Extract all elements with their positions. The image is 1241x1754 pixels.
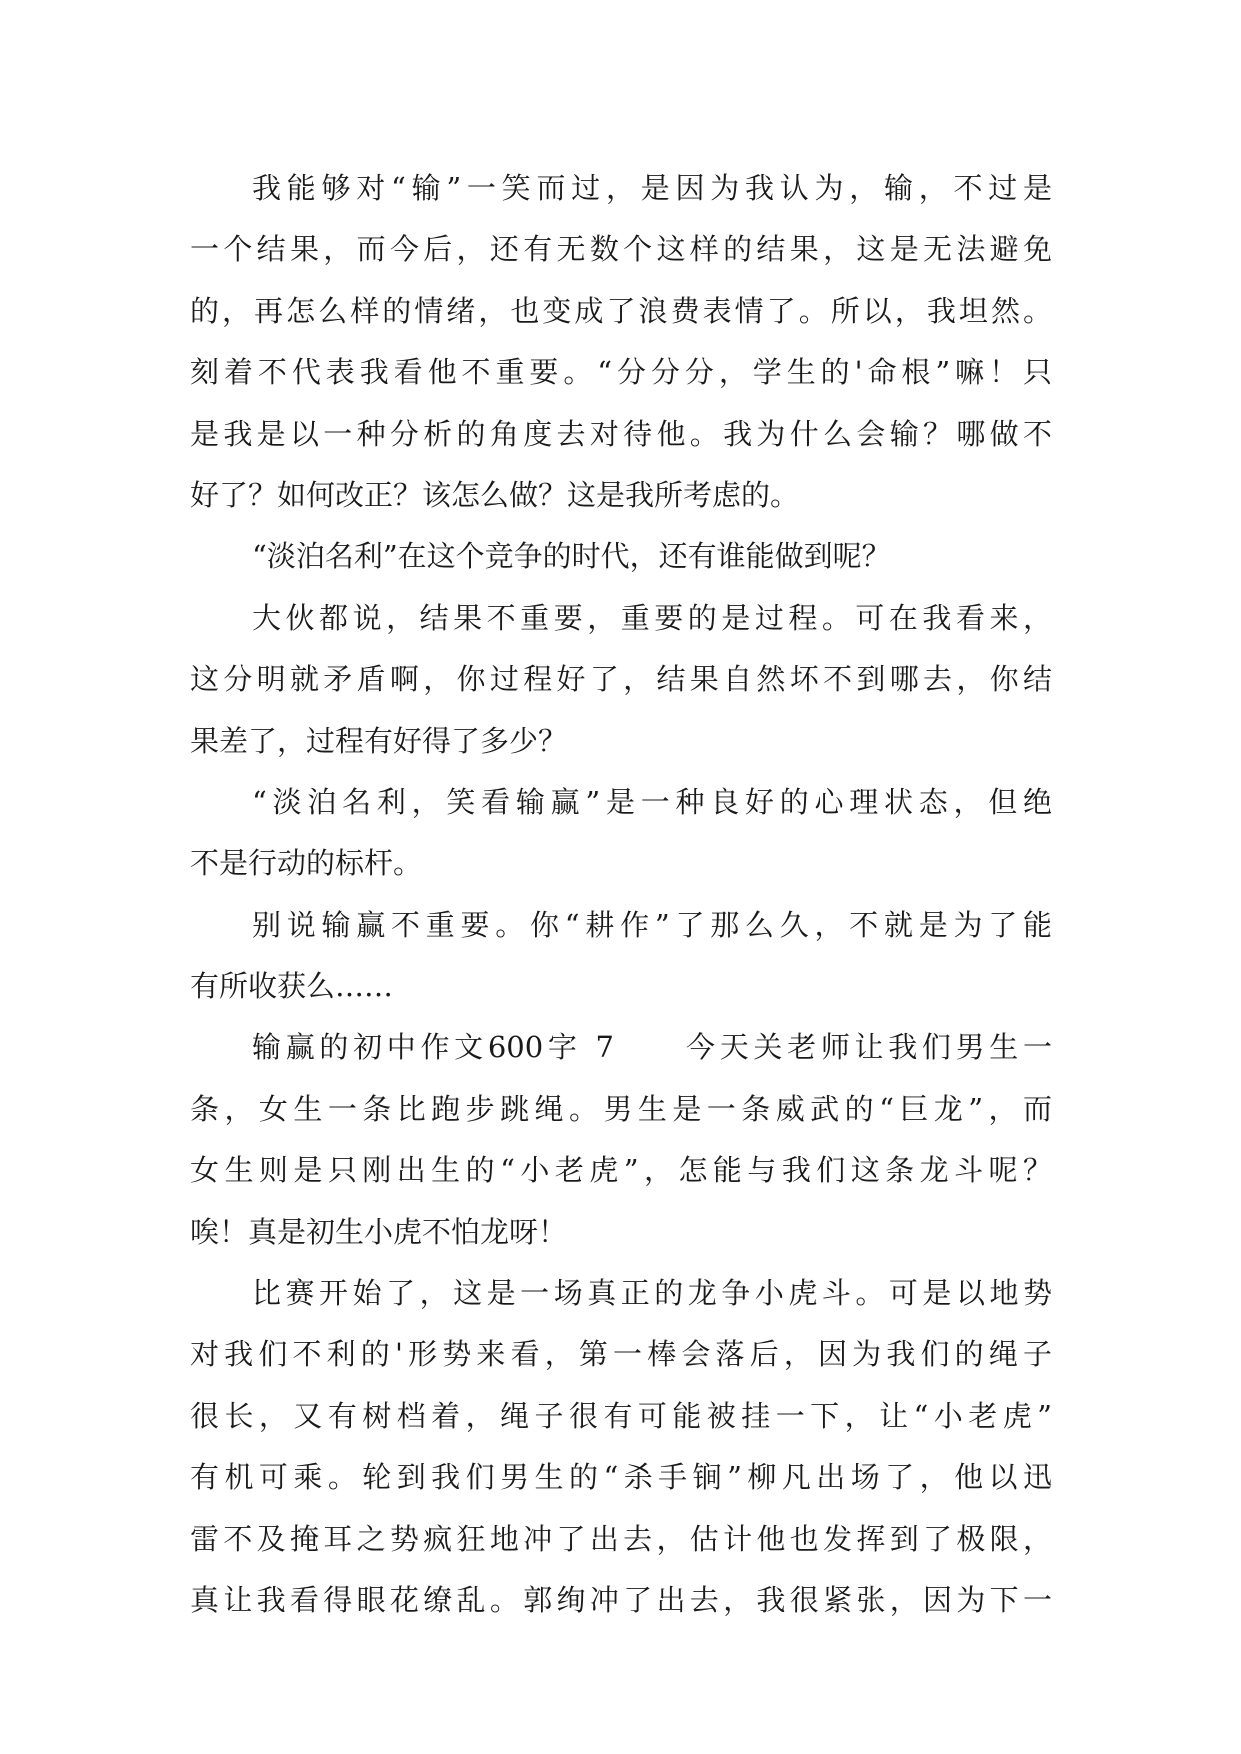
text-line: “淡泊名利”在这个竞争的时代，还有谁能做到呢？ — [252, 539, 891, 574]
text-line: 有所收获么…… — [190, 969, 394, 1004]
text-line: 大伙都说，结果不重要，重要的是过程。可在我看来， — [252, 600, 1052, 635]
text-line: 很长，又有树档着，绳子很有可能被挂一下，让“小老虎” — [190, 1398, 1052, 1433]
text-line: 是我是以一种分析的角度去对待他。我为什么会输？哪做不 — [190, 416, 1052, 451]
text-line: 果差了，过程有好得了多少？ — [190, 723, 568, 758]
body-text — [190, 158, 1052, 1631]
text-line: 别说输赢不重要。你“耕作”了那么久，不就是为了能 — [252, 907, 1052, 942]
text-line: 唉！真是初生小虎不怕龙呀！ — [190, 1214, 568, 1249]
text-line: 不是行动的标杆。 — [190, 846, 423, 881]
text-line: “淡泊名利，笑看输赢”是一种良好的心理状态，但绝 — [252, 784, 1052, 819]
text-line: 有机可乘。轮到我们男生的“杀手锏”柳凡出场了，他以迅 — [190, 1460, 1052, 1495]
text-line: 刻着不代表我看他不重要。“分分分，学生的'命根”嘛！只 — [190, 355, 1052, 390]
text-line: 比赛开始了，这是一场真正的龙争小虎斗。可是以地势 — [252, 1276, 1052, 1311]
text-line: 一个结果，而今后，还有无数个这样的结果，这是无法避免 — [190, 232, 1052, 267]
text-line: 真让我看得眼花缭乱。郭绚冲了出去，我很紧张，因为下一 — [190, 1582, 1052, 1617]
text-line: 这分明就矛盾啊，你过程好了，结果自然坏不到哪去，你结 — [190, 662, 1052, 697]
text-line: 条，女生一条比跑步跳绳。男生是一条威武的“巨龙”，而 — [190, 1091, 1052, 1126]
text-line: 对我们不利的'形势来看，第一棒会落后，因为我们的绳子 — [190, 1337, 1052, 1372]
text-line: 好了？如何改正？该怎么做？这是我所考虑的。 — [190, 477, 800, 512]
text-line: 我能够对“输”一笑而过，是因为我认为，输，不过是 — [252, 171, 1052, 205]
text-line: 女生则是只刚出生的“小老虎”，怎能与我们这条龙斗呢？ — [190, 1153, 1052, 1188]
text-line: 输赢的初中作文600字 7 今天关老师让我们男生一 — [252, 1030, 1052, 1065]
text-line: 的，再怎么样的情绪，也变成了浪费表情了。所以，我坦然。 — [190, 293, 1052, 328]
text-line: 雷不及掩耳之势疯狂地冲了出去，估计他也发挥到了极限， — [190, 1521, 1052, 1556]
